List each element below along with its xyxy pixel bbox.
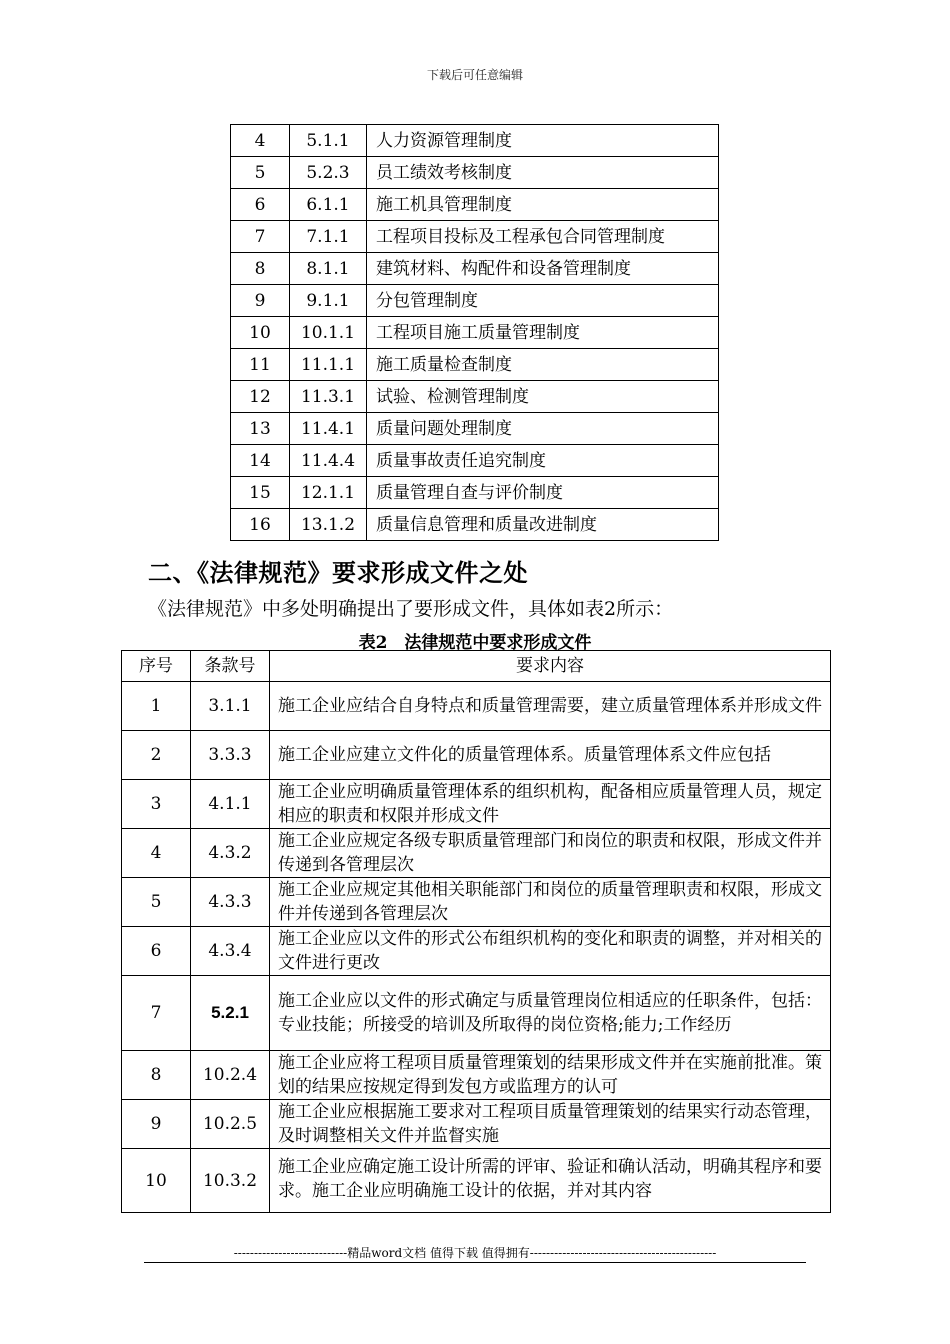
footer-divider bbox=[144, 1262, 806, 1263]
header-clause: 条款号 bbox=[191, 651, 270, 682]
clause-number: 11.3.1 bbox=[290, 381, 367, 413]
clause-number: 10.2.5 bbox=[191, 1100, 270, 1149]
regulation-name: 质量事故责任追究制度 bbox=[367, 445, 719, 477]
clause-number: 4.1.1 bbox=[191, 780, 270, 829]
row-number: 8 bbox=[122, 1051, 191, 1100]
requirement-text: 施工企业应建立文件化的质量管理体系。质量管理体系文件应包括 bbox=[270, 731, 831, 780]
regulation-name: 建筑材料、构配件和设备管理制度 bbox=[367, 253, 719, 285]
requirement-text: 施工企业应以文件的形式公布组织机构的变化和职责的调整，并对相关的文件进行更改 bbox=[270, 927, 831, 976]
clause-number: 11.4.4 bbox=[290, 445, 367, 477]
row-number: 9 bbox=[231, 285, 290, 317]
table-row bbox=[231, 413, 719, 445]
requirement-text: 施工企业应规定其他相关职能部门和岗位的质量管理职责和权限，形成文件并传递到各管理层次 bbox=[270, 878, 831, 927]
row-number: 14 bbox=[231, 445, 290, 477]
row-number: 6 bbox=[231, 189, 290, 221]
regulation-name: 工程项目施工质量管理制度 bbox=[367, 317, 719, 349]
clause-number: 11.4.1 bbox=[290, 413, 367, 445]
row-number: 7 bbox=[231, 221, 290, 253]
requirement-text: 施工企业应确定施工设计所需的评审、验证和确认活动，明确其程序和要求。施工企业应明确施工设计的依据，并对其内容 bbox=[278, 1157, 822, 1201]
regulation-list-table bbox=[230, 124, 719, 541]
table-row bbox=[231, 381, 719, 413]
clause-number: 4.3.2 bbox=[191, 829, 270, 878]
clause-number: 4.3.3 bbox=[191, 878, 270, 927]
row-number: 13 bbox=[231, 413, 290, 445]
header-content: 要求内容 bbox=[270, 651, 831, 682]
row-number: 10 bbox=[231, 317, 290, 349]
table-row bbox=[122, 731, 831, 780]
row-number: 3 bbox=[122, 780, 191, 829]
table-row bbox=[122, 927, 831, 976]
table-row bbox=[122, 780, 831, 829]
table-row bbox=[231, 189, 719, 221]
requirement-text: 施工企业应以文件的形式确定与质量管理岗位相适应的任职条件，包括：专业技能；所接受的培训及所取得的岗位资格;能力;工作经历 bbox=[270, 976, 831, 1051]
row-number: 5 bbox=[122, 878, 191, 927]
clause-number: 3.3.3 bbox=[191, 731, 270, 780]
regulation-name: 质量信息管理和质量改进制度 bbox=[367, 509, 719, 541]
clause-number: 7.1.1 bbox=[290, 221, 367, 253]
table-row bbox=[231, 509, 719, 541]
page-header: 下载后可任意编辑 bbox=[426, 68, 523, 82]
clause-number: 9.1.1 bbox=[290, 285, 367, 317]
table-row bbox=[231, 477, 719, 509]
row-number: 8 bbox=[231, 253, 290, 285]
table-row bbox=[122, 878, 831, 927]
clause-number: 5.1.1 bbox=[290, 125, 367, 157]
regulation-name: 施工质量检查制度 bbox=[367, 349, 719, 381]
table-row bbox=[231, 349, 719, 381]
clause-number: 10.2.4 bbox=[191, 1051, 270, 1100]
row-number: 2 bbox=[122, 731, 191, 780]
header-no: 序号 bbox=[122, 651, 191, 682]
clause-number: 10.3.2 bbox=[191, 1149, 270, 1213]
regulation-name: 分包管理制度 bbox=[367, 285, 719, 317]
regulation-name: 质量管理自查与评价制度 bbox=[367, 477, 719, 509]
page-footer: ----------------------------精品word文档 值得下载 值得拥有---------------------------------------------- bbox=[233, 1246, 717, 1260]
table-row bbox=[122, 829, 831, 878]
row-number: 11 bbox=[231, 349, 290, 381]
table-row bbox=[231, 125, 719, 157]
section-heading: 二、《法律规范》要求形成文件之处 bbox=[148, 558, 528, 587]
table-row bbox=[122, 976, 831, 1051]
clause-number: 3.1.1 bbox=[191, 682, 270, 731]
regulation-name: 员工绩效考核制度 bbox=[367, 157, 719, 189]
table-header-row bbox=[122, 651, 831, 682]
row-number: 6 bbox=[122, 927, 191, 976]
row-number: 5 bbox=[231, 157, 290, 189]
clause-number: 6.1.1 bbox=[290, 189, 367, 221]
row-number: 7 bbox=[122, 976, 191, 1051]
table-row bbox=[231, 445, 719, 477]
row-number: 15 bbox=[231, 477, 290, 509]
requirement-text: 施工企业应明确质量管理体系的组织机构，配备相应质量管理人员，规定相应的职责和权限并形成文件 bbox=[270, 780, 831, 829]
regulation-name: 人力资源管理制度 bbox=[367, 125, 719, 157]
table-caption: 表2 法律规范中要求形成文件 bbox=[358, 633, 592, 653]
regulation-name: 工程项目投标及工程承包合同管理制度 bbox=[367, 221, 719, 253]
table-row bbox=[122, 1051, 831, 1100]
requirement-text-cell bbox=[270, 1149, 831, 1213]
intro-paragraph: 《法律规范》中多处明确提出了要形成文件，具体如表2所示： bbox=[148, 598, 674, 620]
row-number: 4 bbox=[231, 125, 290, 157]
requirement-text: 施工企业应结合自身特点和质量管理需要，建立质量管理体系并形成文件 bbox=[270, 682, 831, 731]
regulation-name: 施工机具管理制度 bbox=[367, 189, 719, 221]
clause-number: 13.1.2 bbox=[290, 509, 367, 541]
table-row bbox=[231, 285, 719, 317]
row-number: 10 bbox=[122, 1149, 191, 1213]
clause-number: 11.1.1 bbox=[290, 349, 367, 381]
clause-number: 4.3.4 bbox=[191, 927, 270, 976]
clause-number: 5.2.3 bbox=[290, 157, 367, 189]
table-row bbox=[122, 682, 831, 731]
row-number: 16 bbox=[231, 509, 290, 541]
table-row bbox=[231, 221, 719, 253]
table-row bbox=[122, 1100, 831, 1149]
table-row bbox=[231, 157, 719, 189]
clause-number: 5.2.1 bbox=[191, 976, 270, 1051]
document-requirements-table bbox=[121, 650, 831, 1213]
row-number: 1 bbox=[122, 682, 191, 731]
requirement-text: 施工企业应规定各级专职质量管理部门和岗位的职责和权限，形成文件并传递到各管理层次 bbox=[270, 829, 831, 878]
row-number: 9 bbox=[122, 1100, 191, 1149]
row-number: 12 bbox=[231, 381, 290, 413]
table-row bbox=[231, 253, 719, 285]
table-row bbox=[231, 317, 719, 349]
clause-number: 10.1.1 bbox=[290, 317, 367, 349]
clause-number: 8.1.1 bbox=[290, 253, 367, 285]
requirement-text: 施工企业应将工程项目质量管理策划的结果形成文件并在实施前批准。策划的结果应按规定得到发包方或监理方的认可 bbox=[270, 1051, 831, 1100]
regulation-name: 试验、检测管理制度 bbox=[367, 381, 719, 413]
regulation-name: 质量问题处理制度 bbox=[367, 413, 719, 445]
table-row bbox=[122, 1149, 831, 1213]
clause-number: 12.1.1 bbox=[290, 477, 367, 509]
requirement-text: 施工企业应根据施工要求对工程项目质量管理策划的结果实行动态管理，及时调整相关文件并监督实施 bbox=[270, 1100, 831, 1149]
row-number: 4 bbox=[122, 829, 191, 878]
